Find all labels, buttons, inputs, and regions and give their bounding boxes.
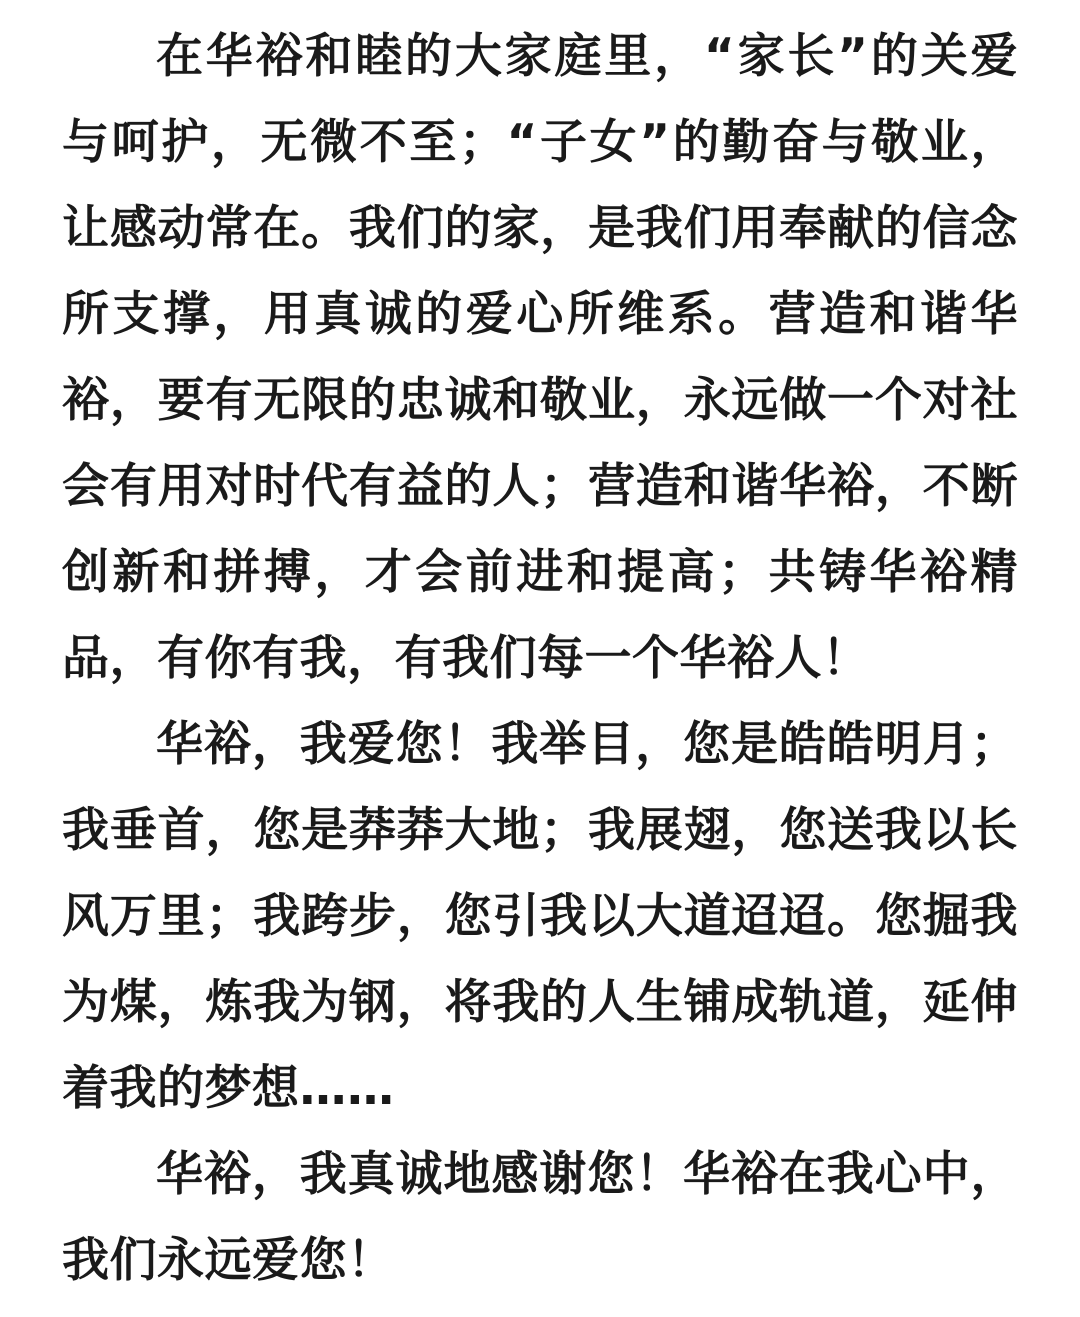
paragraph-3: 华裕，我真诚地感谢您！华裕在我心中，我们永远爱您！	[62, 1147, 1018, 1288]
paragraph-1: 在华裕和睦的大家庭里，“家长”的关爱与呵护，无微不至；“子女”的勤奋与敬业，让感动常在。我们的家，是我们用奉献的信念所支撑，用真诚的爱心所维系。营造和谐华裕，要有无限的忠诚和敬业，永远做一个对社会有用对时代有益的人；营造和谐华裕，不断创新和拼搏，才会前进和提高；共铸华裕精品，有你有我，有我们每一个华裕人！	[62, 29, 1018, 686]
document-body	[62, 14, 1018, 1304]
paragraph-2: 华裕，我爱您！我举目，您是皓皓明月；我垂首，您是莽莽大地；我展翅，您送我以长风万里；我跨步，您引我以大道迢迢。您掘我为煤，炼我为钢，将我的人生铺成轨道，延伸着我的梦想……	[62, 717, 1018, 1116]
